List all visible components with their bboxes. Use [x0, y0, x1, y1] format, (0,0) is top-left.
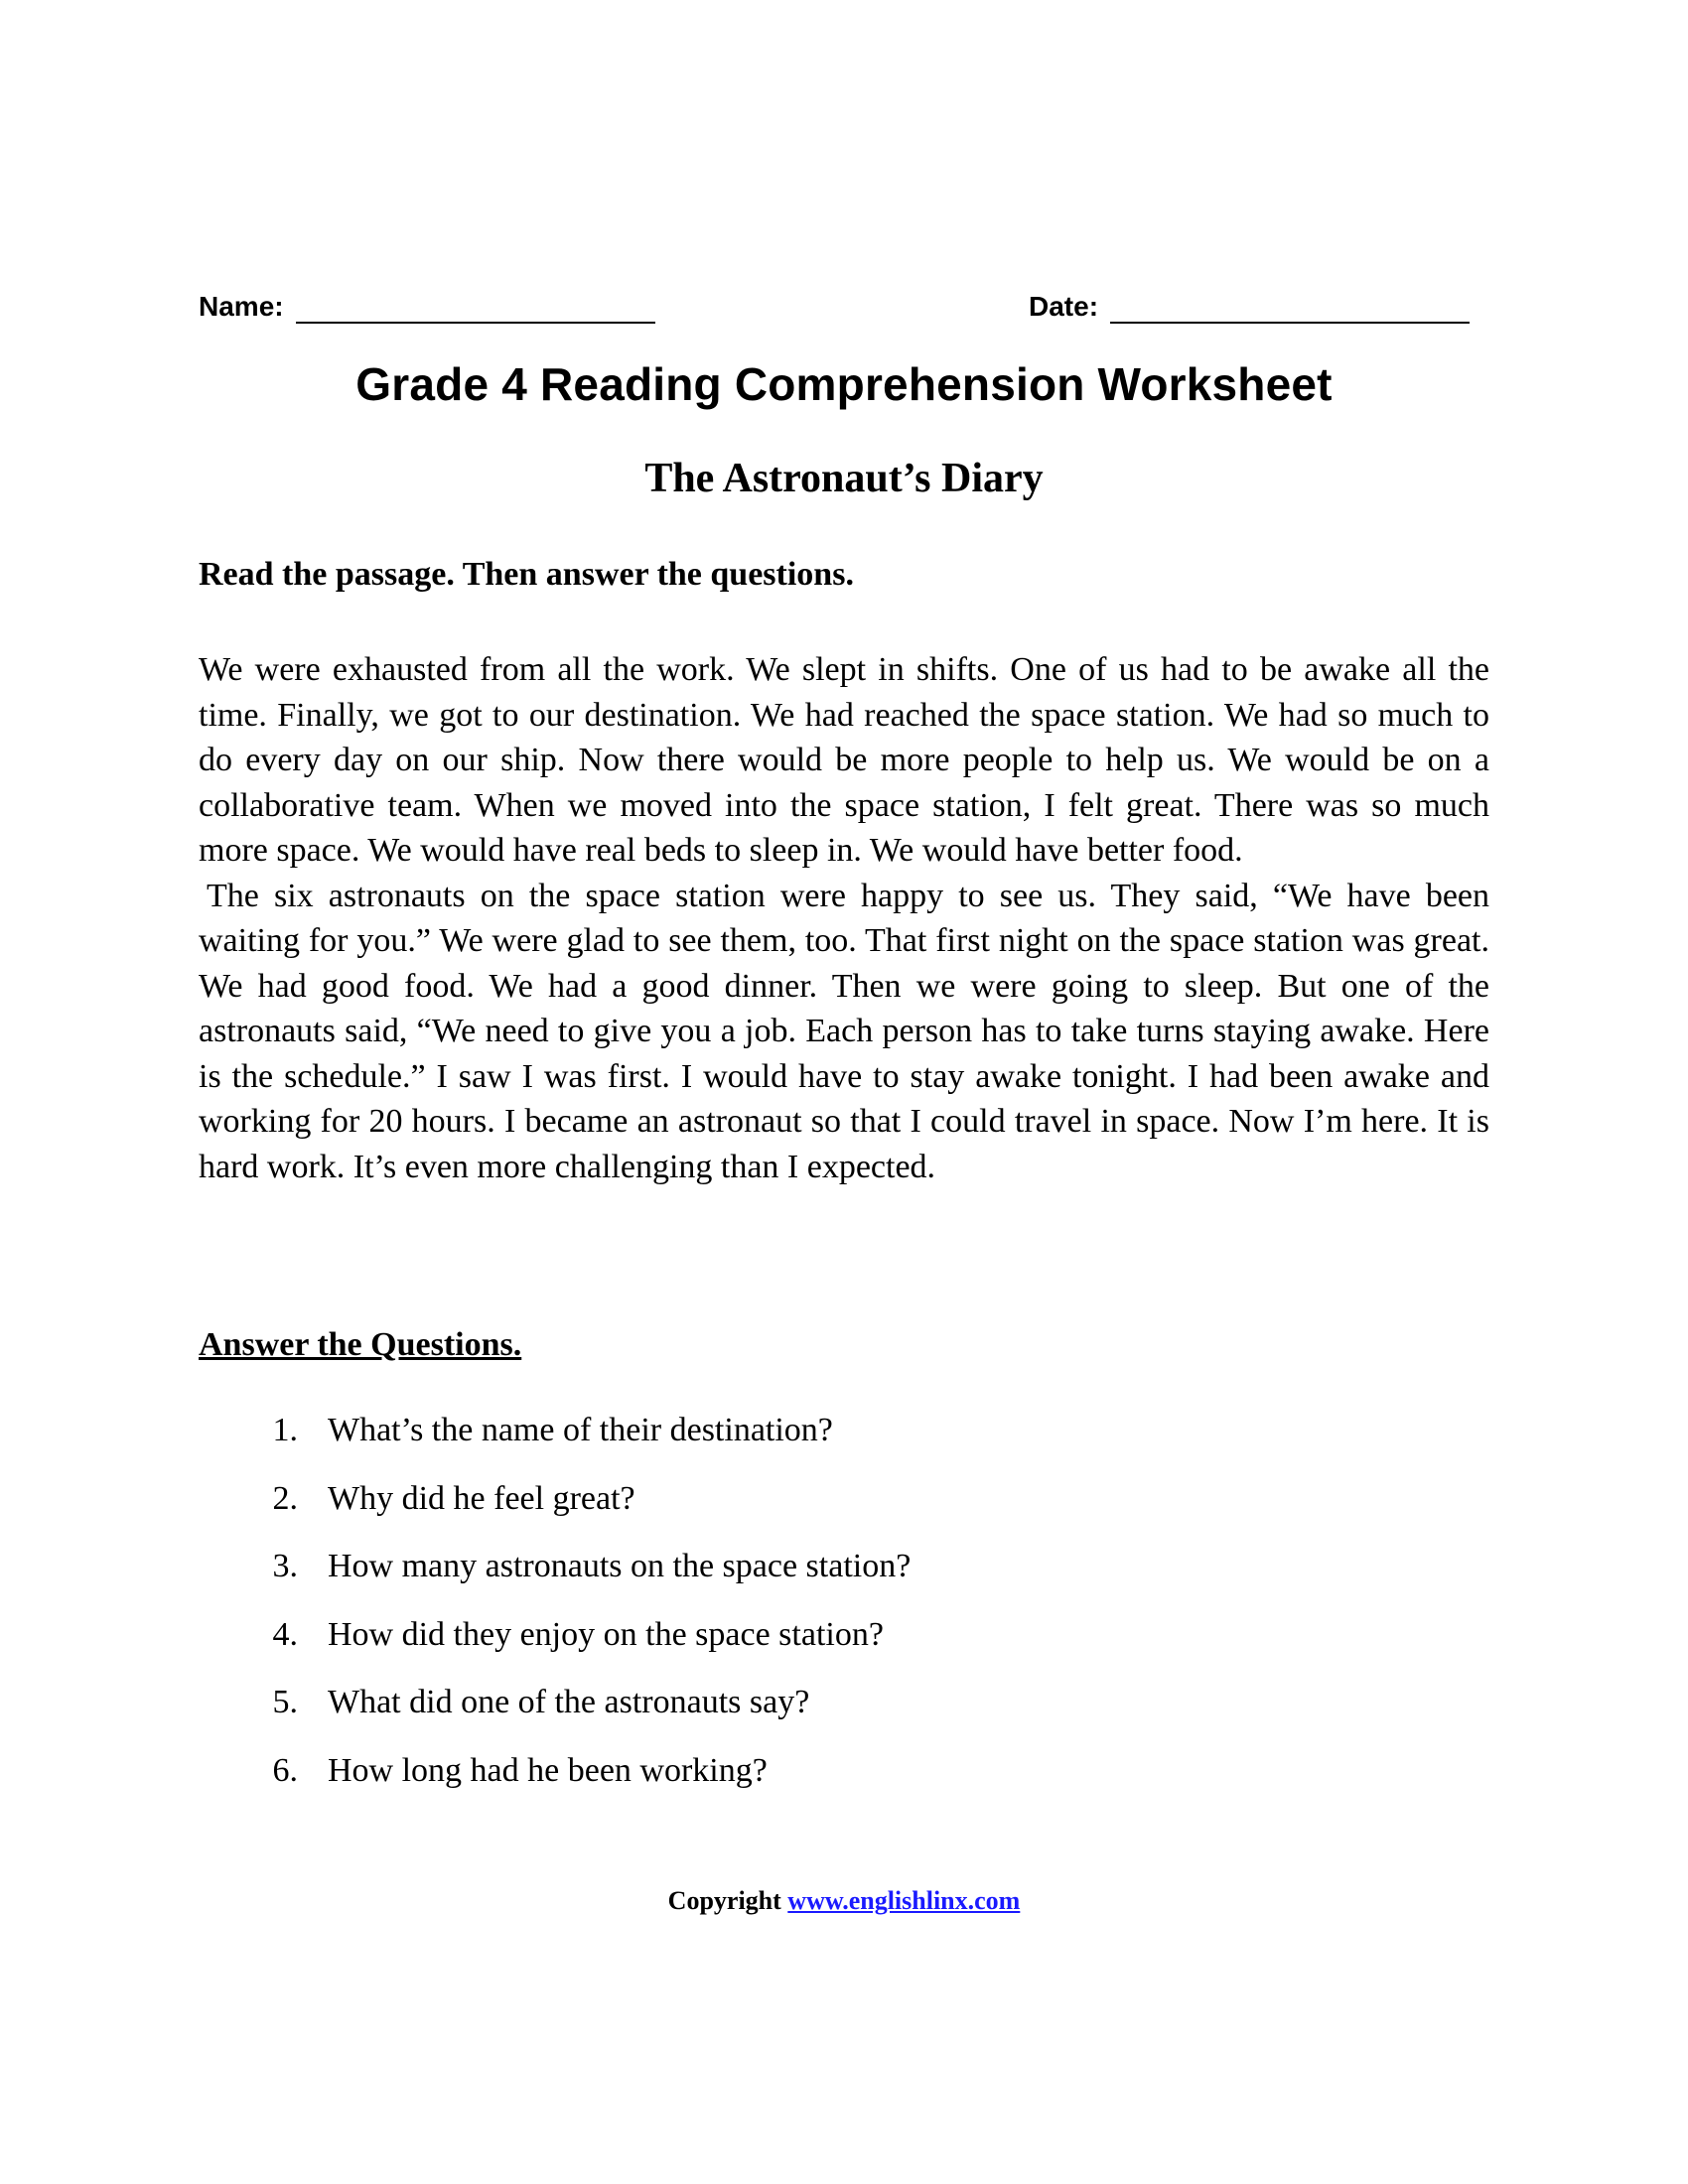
- question-text: What did one of the astronauts say?: [328, 1684, 810, 1720]
- question-number: 6.: [272, 1751, 298, 1789]
- questions-list: [199, 1412, 1390, 1820]
- question-text: Why did he feel great?: [328, 1479, 635, 1517]
- englishlinx-link[interactable]: www.englishlinx.com: [787, 1886, 1021, 1915]
- question-item: [199, 1616, 1390, 1685]
- worksheet-title: Grade 4 Reading Comprehension Worksheet: [355, 358, 1333, 410]
- name-date-row: [199, 290, 1479, 330]
- date-blank-line[interactable]: [1110, 294, 1470, 324]
- question-item: [199, 1412, 1390, 1480]
- question-item: [199, 1480, 1390, 1549]
- passage-title: The Astronaut’s Diary: [644, 456, 1044, 501]
- reading-passage: [199, 647, 1489, 1189]
- questions-heading: Answer the Questions.: [199, 1326, 522, 1363]
- question-text: How did they enjoy on the space station?: [328, 1615, 884, 1653]
- question-item: [199, 1548, 1390, 1616]
- instructions: Read the passage. Then answer the questions.: [199, 556, 854, 593]
- question-number: 2.: [272, 1479, 298, 1517]
- question-number: 4.: [272, 1615, 298, 1653]
- question-item: [199, 1684, 1390, 1752]
- question-text: How long had he been working?: [328, 1751, 768, 1789]
- question-text: How many astronauts on the space station?: [328, 1548, 912, 1584]
- name-field: [199, 290, 655, 324]
- name-blank-line[interactable]: [296, 294, 655, 324]
- passage-paragraph: The six astronauts on the space station were happy to see us. They said, “We have been waiting for you.” We were glad to see them, too. That first night on the space station was great. We had good food. We had a good dinner. Then we were going to sleep. But one of the astronauts said, “We need to give you a job. Each person has to take turns staying awake. Here is the schedule.” I saw I was first. I would have to stay awake tonight. I had been awake and working for 20 hours. I became an astronaut so that I could travel in space. Now I’m here. It is hard work. It’s even more challenging than I expected.: [199, 877, 1489, 1185]
- copyright-footer: [0, 1886, 1688, 1916]
- passage-paragraph: We were exhausted from all the work. We slept in shifts. One of us had to be awake all the time. Finally, we got to our destination. We had reached the space station. We had so much to do every day on our ship. Now there would be more people to help us. We would be on a collaborative team. When we moved into the space station, I felt great. There was so much more space. We would have real beds to sleep in. We would have better food.: [199, 651, 1489, 869]
- date-field: [1029, 290, 1470, 324]
- date-label: Date:: [1029, 291, 1099, 322]
- name-label: Name:: [199, 291, 284, 322]
- question-number: 1.: [272, 1412, 298, 1448]
- question-number: 3.: [272, 1548, 298, 1584]
- question-item: [199, 1752, 1390, 1821]
- question-text: What’s the name of their destination?: [328, 1412, 833, 1448]
- copyright-label: Copyright: [667, 1886, 781, 1915]
- question-number: 5.: [272, 1684, 298, 1720]
